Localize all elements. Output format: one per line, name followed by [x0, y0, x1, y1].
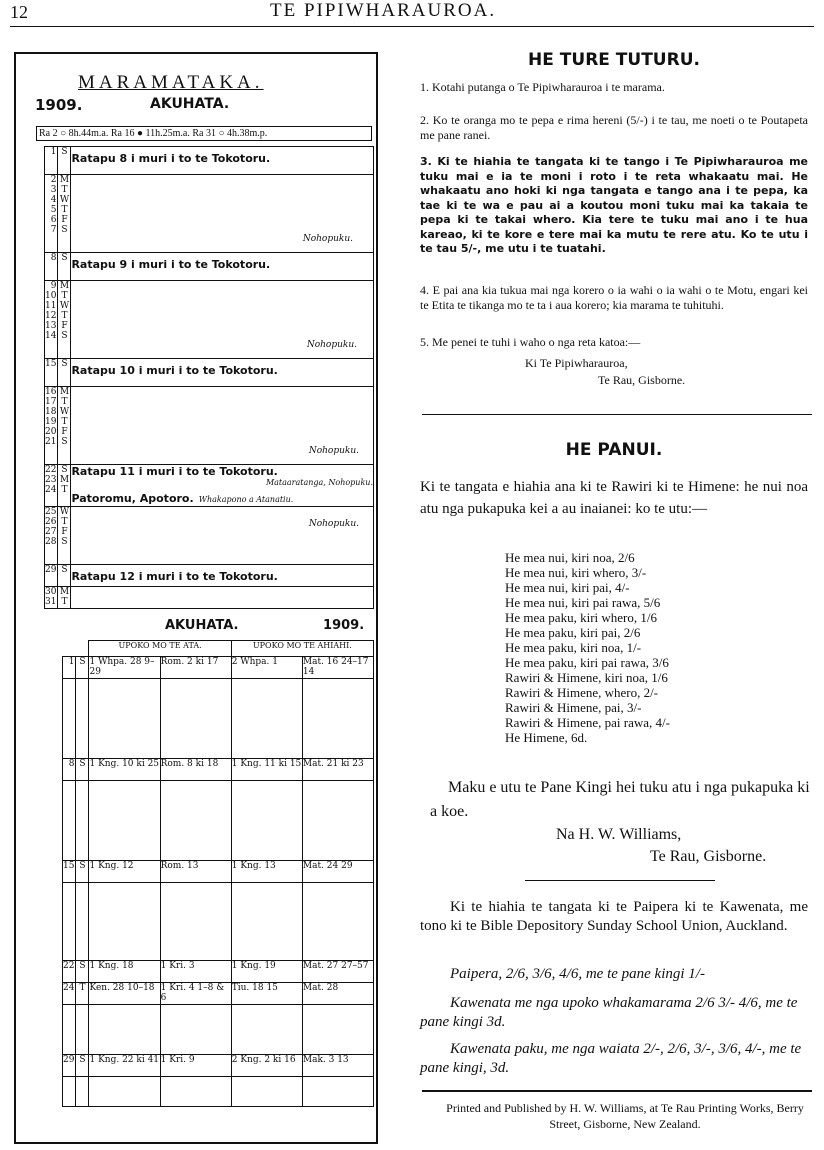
section-rule — [422, 414, 812, 415]
day-letters: S M T — [58, 465, 71, 507]
fast-note: Nohopuku. — [308, 519, 359, 529]
ture-p4: 4. E pai ana kia tukua mai nga korero o ia wahi o ia wahi o te Motu, engari kei te Etita te tikanga mo te ta i aua korero; kia marama te tuhituhi. — [420, 283, 808, 312]
day-numbers: 30 31 — [45, 587, 57, 607]
ture-p1: 1. Kotahi putanga o Te Pipiwharauroa i te marama. — [420, 80, 665, 94]
bible-line-1: Paipera, 2/6, 3/6, 4/6, me te pane kingi 1/- — [450, 966, 705, 982]
price-item: He mea nui, kiri pai rawa, 5/6 — [505, 595, 661, 610]
sunday-title: Ratapu 11 i muri i to te Tokotoru. — [71, 465, 278, 478]
bible-intro: Ki te hiahia te tangata ki te Paipera ki te Kawenata, me tono ki te Bible Depository Sunday School Union, Auckland. — [420, 899, 808, 934]
header-rule — [10, 26, 814, 27]
calendar-row — [45, 387, 374, 465]
day-number: 8 — [45, 253, 58, 281]
sunday-title: Ratapu 10 i muri i to te Tokotoru. — [71, 364, 278, 377]
day-letters: M T W T F S — [58, 387, 71, 465]
col-evening: UPOKO MO TE AHIAHI. — [231, 641, 373, 657]
section-rule-short — [525, 880, 715, 881]
price-item: Rawiri & Himene, kiri noa, 1/6 — [505, 670, 668, 685]
sunday-title: Ratapu 8 i muri i to te Tokotoru. — [71, 152, 271, 165]
calendar-row — [45, 587, 374, 609]
day-numbers: 16 17 18 19 20 21 — [45, 387, 58, 465]
price-list — [505, 550, 805, 745]
panui-intro: Ki te tangata e hiahia ana ki te Rawiri ki te Himene: he nui noa atu nga pukapuka kei a au inaianei: ko te utu:— — [420, 479, 808, 517]
calendar-table — [44, 146, 374, 609]
fast-note: Nohopuku. — [302, 234, 353, 244]
price-item: He mea paku, kiri pai, 2/6 — [505, 625, 641, 640]
festival-note: Mataaratanga, Nohopuku. — [265, 478, 373, 487]
calendar-row — [45, 465, 374, 507]
panui-closing: Maku e utu te Pane Kingi hei tuku atu i nga pukapuka ki a koe. — [430, 779, 810, 820]
calendar-row — [45, 565, 374, 587]
calendar-row — [45, 147, 374, 175]
imprint-rule — [422, 1090, 812, 1092]
readings-row: 8 S 1 Kng. 10 ki 25 Rom. 8 ki 18 1 Kng. 11 ki 15 Mat. 21 ki 23 — [63, 759, 374, 781]
price-item: He mea paku, kiri noa, 1/- — [505, 640, 642, 655]
ture-p2: 2. Ko te oranga mo te pepa e rima hereni (5/-) i te tau, me noeti o te Poutapeta me pane ranei. — [420, 113, 808, 142]
readings-year: 1909. — [323, 618, 365, 633]
readings-row: 22 S 1 Kng. 18 1 Kri. 3 1 Kng. 19 Mat. 27 27–57 — [63, 961, 374, 983]
day-letters: M T — [59, 587, 70, 607]
calendar-row — [45, 281, 374, 359]
calendar-row — [45, 253, 374, 281]
moon-phases: Ra 2 ○ 8h.44m.a. Ra 16 ● 11h.25m.a. Ra 31 ○ 4h.38m.p. — [36, 126, 372, 141]
day-letters: W T F S — [58, 507, 71, 565]
imprint: Printed and Published by H. W. Williams, at Te Rau Printing Works, Berry Street, Gisborne, New Zealand. — [446, 1101, 804, 1131]
fast-note: Nohopuku. — [308, 446, 359, 456]
readings-month: AKUHATA. — [165, 618, 239, 633]
address-line-2: Te Rau, Gisborne. — [598, 373, 686, 387]
ture-title: HE TURE TUTURU. — [528, 50, 700, 70]
readings-row: 24 T Ken. 28 10–18 1 Kri. 4 1–8 & 6 Tiu. 18 15 Mat. 28 — [63, 983, 374, 1005]
saint-day-note: Whakapono a Atanatiu. — [198, 495, 294, 504]
price-item: He mea paku, kiri whero, 1/6 — [505, 610, 657, 625]
day-number: 1 — [45, 147, 58, 175]
calendar-row — [45, 507, 374, 565]
calendar-row — [45, 359, 374, 387]
readings-row: 15 S 1 Kng. 12 Rom. 13 1 Kng. 13 Mat. 24 29 — [63, 861, 374, 883]
day-numbers: 25 26 27 28 — [45, 507, 58, 565]
masthead: TE PIPIWHARAUROA. — [270, 0, 497, 21]
day-letter: S — [58, 359, 71, 387]
price-item: He mea paku, kiri pai rawa, 3/6 — [505, 655, 669, 670]
page-number: 12 — [10, 2, 28, 22]
readings-row: 1 S 1 Whpa. 28 9–29 Rom. 2 ki 17 2 Whpa. 1 Mat. 16 24–17 14 — [63, 657, 374, 679]
calendar-month: AKUHATA. — [150, 96, 230, 112]
calendar-title: MARAMATAKA. — [78, 72, 264, 93]
day-letters: M T W T F S — [58, 281, 71, 359]
readings-header — [50, 618, 375, 633]
price-item: He mea nui, kiri whero, 3/- — [505, 565, 647, 580]
bible-line-3: Kawenata paku, me nga waiata 2/-, 2/6, 3/-, 3/6, 4/-, me te pane kingi, 3d. — [420, 1041, 802, 1076]
calendar-year: 1909. — [35, 96, 83, 114]
bible-line-2: Kawenata me nga upoko whakamarama 2/6 3/- 4/6, me te pane kingi 3d. — [420, 995, 798, 1030]
day-numbers: 9 10 11 12 13 14 — [45, 281, 58, 359]
day-letter: S — [58, 147, 71, 175]
ture-p5: 5. Me penei te tuhi i waho o nga reta katoa:— — [420, 335, 641, 349]
address-line-1: Ki Te Pipiwharauroa, — [525, 356, 628, 370]
day-letters: M T W T F S — [58, 175, 71, 253]
day-letter: S — [58, 565, 71, 587]
col-morning: UPOKO MO TE ATA. — [89, 641, 231, 657]
sunday-title: Ratapu 12 i muri i to te Tokotoru. — [71, 570, 278, 583]
sunday-title: Ratapu 9 i muri i to te Tokotoru. — [71, 258, 271, 271]
day-letter: S — [58, 253, 71, 281]
price-item: Rawiri & Himene, pai, 3/- — [505, 700, 642, 715]
day-numbers: 22 23 24 — [45, 465, 58, 507]
price-item: Rawiri & Himene, pai rawa, 4/- — [505, 715, 670, 730]
price-item: He mea nui, kiri pai, 4/- — [505, 580, 630, 595]
day-numbers: 2 3 4 5 6 7 — [45, 175, 58, 253]
signature-name: Na H. W. Williams, — [556, 826, 682, 843]
price-item: Rawiri & Himene, whero, 2/- — [505, 685, 659, 700]
readings-table — [62, 640, 374, 1107]
day-number: 15 — [45, 359, 58, 387]
panui-title: HE PANUI. — [565, 440, 663, 460]
saint-day: Patoromu, Apotoro. — [71, 492, 194, 505]
readings-row: 29 S 1 Kng. 22 ki 41 1 Kri. 9 2 Kng. 2 ki 16 Mak. 3 13 — [63, 1055, 374, 1077]
calendar-row — [45, 175, 374, 253]
fast-note: Nohopuku. — [306, 340, 357, 350]
ture-p3: 3. Ki te hiahia te tangata ki te tango i Te Pipiwharauroa me tuku mai e ia te moni i roto i te reta whakaatu mai. He whakaatu ano hoki ki nga tangata e tango ana i te pepa, ka tae ki te wa e pau ai a koutou moni tuku mai ka takaia te pepa ki te takai whero. Kia tere te tuku mai ano i te hua kareao, ki te kore e tere mai ka mutu te rere atu. Ko te utu i te tau 5/-, me utu i te tuatahi. — [420, 155, 808, 255]
signature-place: Te Rau, Gisborne. — [650, 848, 767, 865]
day-number: 29 — [45, 565, 58, 587]
price-item: He mea nui, kiri noa, 2/6 — [505, 550, 635, 565]
price-item: He Himene, 6d. — [505, 730, 588, 745]
